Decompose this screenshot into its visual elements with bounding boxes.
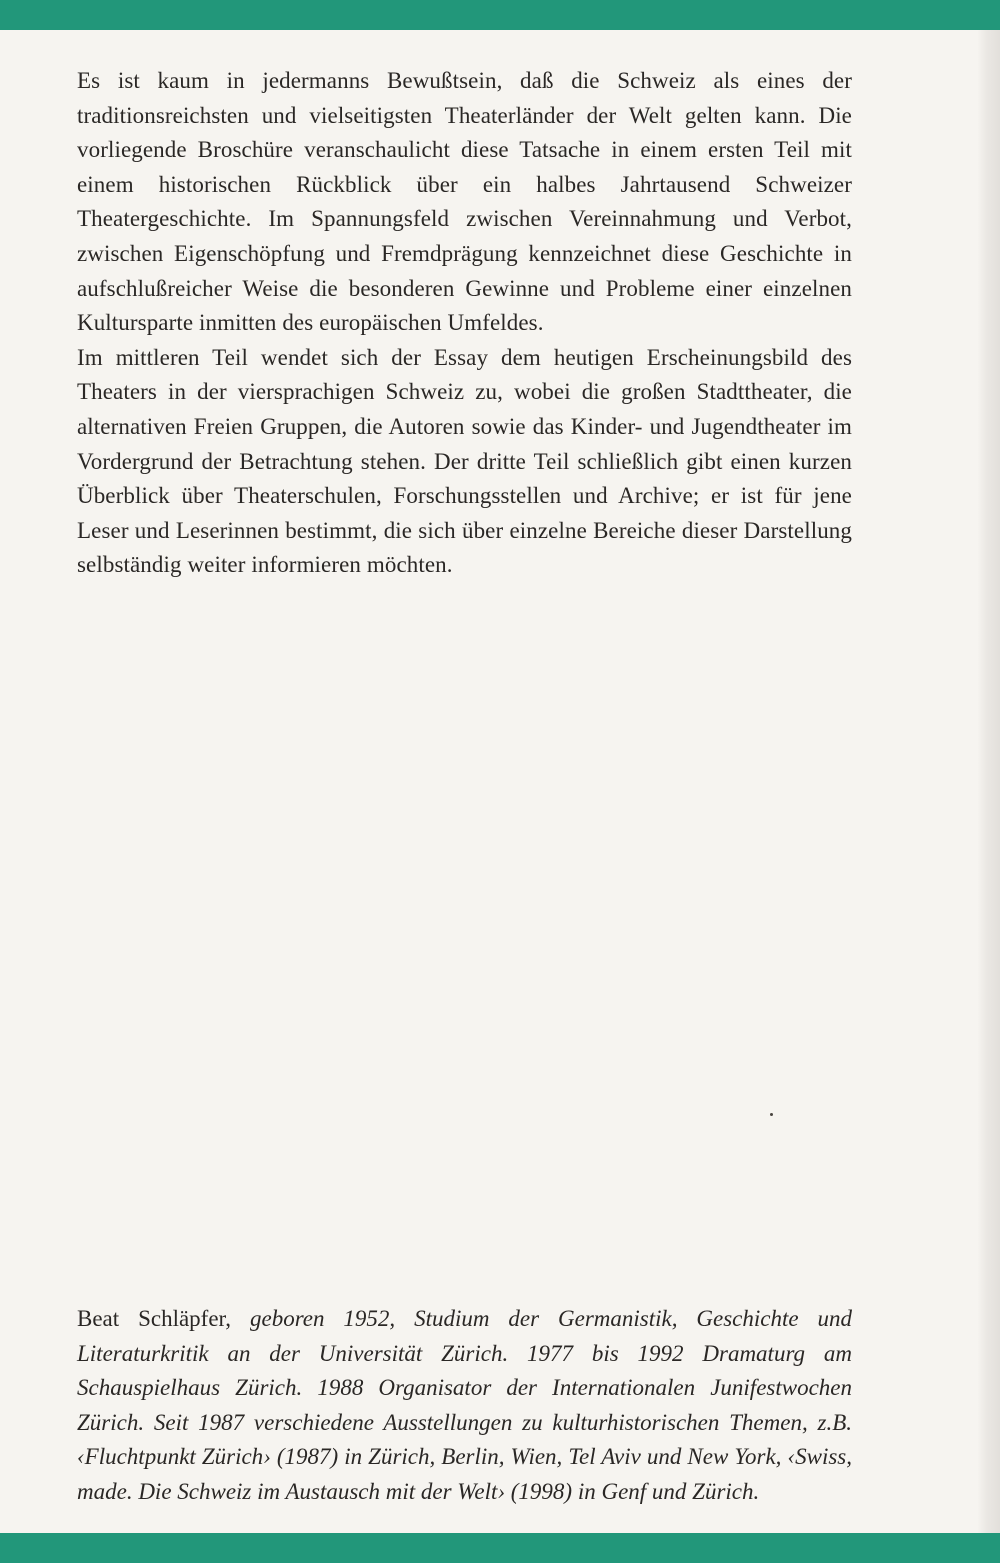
author-bio-text: geboren 1952, Studium der Germanistik, Geschichte und Literaturkritik an der Universität Zürich. 1977 bis 1992 Dramaturg am Schauspielhaus Zürich. 1988 Organisator der Internationalen Junifestwochen Zürich. Seit 1987 verschiedene Ausstellungen zu kulturhistorischen Themen, z.B. ‹Fluchtpunkt Zürich› (1987) in Zürich, Berlin, Wien, Tel Aviv und New York, ‹Swiss, made. Die Schweiz im Austausch mit der Welt› (1998) in Genf und Zürich.	[77, 1306, 853, 1504]
author-bio	[77, 1302, 852, 1510]
bottom-color-band	[0, 1533, 1000, 1563]
blurb-paragraph-2: Im mittleren Teil wendet sich der Essay dem heutigen Erscheinungsbild des Theaters in der viersprachigen Schweiz zu, wobei die großen Stadttheater, die alternativen Freien Gruppen, die Autoren sowie das Kinder- und Jugendtheater im Vordergrund der Betrachtung stehen. Der dritte Teil schließlich gibt einen kurzen Überblick über Theaterschulen, Forschungsstellen und Archive; er ist für jene Leser und Leserinnen bestimmt, die sich über einzelne Bereiche dieser Darstellung selbständig weiter informieren möchten.	[77, 344, 852, 578]
blurb-text	[77, 64, 852, 583]
author-name: Beat Schläpfer,	[77, 1306, 232, 1331]
paper-speck	[770, 1113, 773, 1116]
top-color-band	[0, 0, 1000, 30]
page-edge-shadow	[978, 30, 1000, 1533]
blurb-paragraph-1: Es ist kaum in jedermanns Bewußtsein, daß die Schweiz als eines der traditionsreichsten und vielseitigsten Theaterländer der Welt gelten kann. Die vorliegende Broschüre veranschaulicht diese Tatsache in einem ersten Teil mit einem historischen Rückblick über ein halbes Jahrtausend Schweizer Theatergeschichte. Im Spannungsfeld zwischen Vereinnahmung und Verbot, zwischen Eigenschöpfung und Fremdprägung kennzeichnet diese Geschichte in aufschlußreicher Weise die besonderen Gewinne und Probleme einer einzelnen Kultursparte inmitten des europäischen Umfeldes.	[77, 68, 852, 336]
